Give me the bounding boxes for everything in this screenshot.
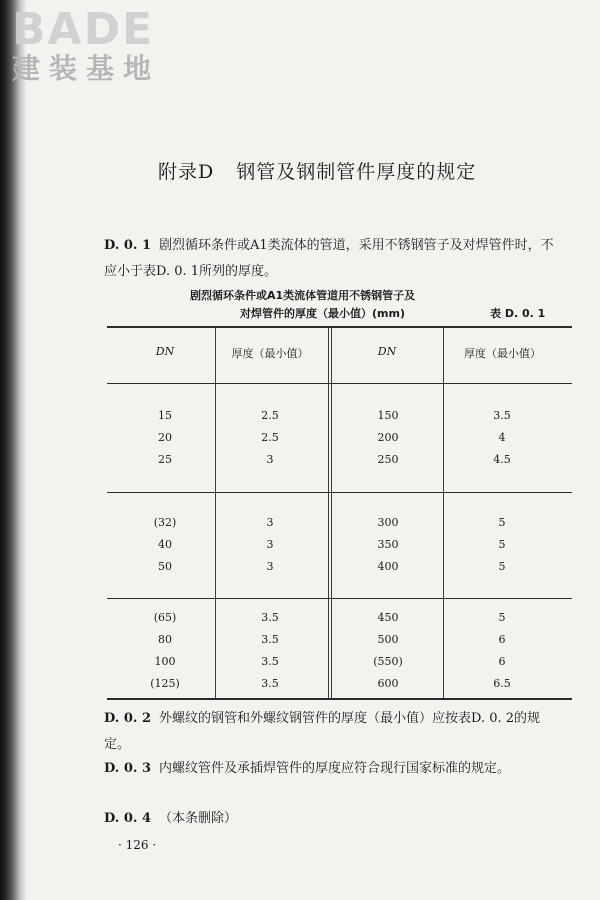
table-cell-thickness: 3 <box>266 560 274 573</box>
table-group-rule <box>107 492 572 493</box>
table-cell-dn: 250 <box>377 453 399 466</box>
table-cell-dn: 300 <box>377 516 399 529</box>
table-column-rule <box>331 326 332 698</box>
appendix-title-text: 钢管及钢制管件厚度的规定 <box>236 161 477 183</box>
table-caption-line1: 剧烈循环条件或A1类流体管道用不锈钢管子及 <box>190 289 416 302</box>
table-cell-thickness: 3 <box>266 538 274 551</box>
table-group-rule <box>107 598 572 599</box>
table-cell-thickness: 6 <box>498 633 506 646</box>
watermark-logo <box>12 6 160 86</box>
clause-d01 <box>104 233 566 285</box>
table-header-thickness: 厚度（最小值） <box>464 347 541 360</box>
clause-number: D. 0. 2 <box>104 711 152 726</box>
table-cell-dn: 15 <box>158 409 172 422</box>
table-cell-dn: 400 <box>377 560 399 573</box>
watermark-subtitle: 建装基地 <box>12 52 161 85</box>
table-header-thickness: 厚度（最小值） <box>231 347 309 360</box>
table-cell-thickness: 5 <box>498 611 506 624</box>
table-column-rule <box>443 326 444 698</box>
clause-d02 <box>104 706 566 758</box>
table-cell-dn: 100 <box>154 655 176 668</box>
appendix-label: 附录D <box>158 161 215 183</box>
clause-text: （本条删除） <box>159 811 238 826</box>
table-column-rule <box>215 326 216 698</box>
table-cell-thickness: 6 <box>498 655 506 668</box>
table-cell-dn: 200 <box>377 431 399 444</box>
clause-d04 <box>104 806 566 832</box>
table-cell-thickness: 3.5 <box>261 633 279 646</box>
table-cell-dn: 20 <box>158 431 172 444</box>
clause-d03 <box>104 756 566 782</box>
page-number: · 126 · <box>118 838 157 852</box>
table-cell-dn: 450 <box>377 611 399 624</box>
table-cell-dn: 80 <box>158 633 172 646</box>
table-cell-thickness: 5 <box>498 516 506 529</box>
table-cell-dn: 50 <box>158 560 172 573</box>
table-cell-dn: (550) <box>373 655 403 668</box>
table-cell-thickness: 3.5 <box>261 677 279 690</box>
book-spine-shadow <box>0 0 26 900</box>
table-cell-dn: (32) <box>153 516 177 529</box>
table-cell-dn: 40 <box>158 538 172 551</box>
table-cell-dn: 25 <box>158 453 172 466</box>
table-cell-dn: 150 <box>377 409 399 422</box>
clause-number: D. 0. 4 <box>104 811 152 826</box>
table-cell-dn: (125) <box>150 677 180 690</box>
table-bottom-rule <box>107 698 572 700</box>
table-column-rule <box>328 326 329 698</box>
table-caption-line2: 对焊管件的厚度（最小值）(mm) <box>240 307 405 320</box>
table-cell-thickness: 3 <box>266 453 274 466</box>
table-header-dn: DN <box>377 345 397 358</box>
table-header-rule <box>107 383 572 384</box>
table-cell-thickness: 4.5 <box>493 453 511 466</box>
appendix-title <box>158 157 476 184</box>
table-top-rule <box>107 326 572 328</box>
table-cell-dn: 500 <box>377 633 399 646</box>
clause-number: D. 0. 1 <box>104 238 152 253</box>
clause-text: 内螺纹管件及承插焊管件的厚度应符合现行国家标准的规定。 <box>159 761 511 776</box>
clause-text: 剧烈循环条件或A1类流体的管道，采用不锈钢管子及对焊管件时，不应小于表D. 0. 1所列的厚度。 <box>104 238 554 279</box>
table-cell-dn: (65) <box>153 611 177 624</box>
table-label: 表 D. 0. 1 <box>490 307 546 320</box>
table-cell-thickness: 6.5 <box>493 677 511 690</box>
table-cell-thickness: 3.5 <box>261 655 279 668</box>
table-cell-dn: 350 <box>377 538 399 551</box>
watermark-brand: BADE <box>12 4 155 55</box>
table-cell-thickness: 2.5 <box>261 431 279 444</box>
table-cell-thickness: 3 <box>266 516 274 529</box>
clause-text: 外螺纹的钢管和外螺纹钢管件的厚度（最小值）应按表D. 0. 2的规定。 <box>104 711 541 752</box>
table-cell-thickness: 2.5 <box>261 409 279 422</box>
clause-number: D. 0. 3 <box>104 761 152 776</box>
table-cell-thickness: 3.5 <box>261 611 279 624</box>
table-cell-dn: 600 <box>377 677 399 690</box>
table-header-dn: DN <box>155 345 175 358</box>
table-cell-thickness: 4 <box>498 431 506 444</box>
table-cell-thickness: 5 <box>498 538 506 551</box>
table-cell-thickness: 5 <box>498 560 506 573</box>
table-cell-thickness: 3.5 <box>493 409 511 422</box>
